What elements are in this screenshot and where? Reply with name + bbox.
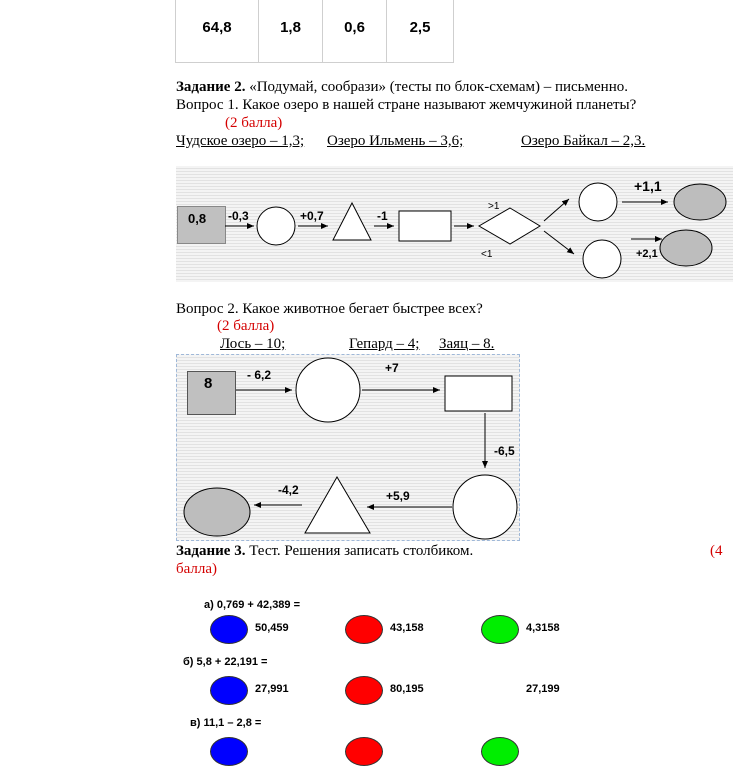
q1-question: Вопрос 1. Какое озеро в нашей стране называют жемчужиной планеты? <box>176 97 637 113</box>
q2-option-2: Гепард – 4; <box>349 336 420 352</box>
flow2-start-value: 8 <box>204 375 213 392</box>
task2-text: «Подумай, сообрази» (тесты по блок-схемам) – письменно. <box>245 79 628 95</box>
answer-oval-red[interactable] <box>345 737 383 766</box>
flow2-op-4: +5,9 <box>386 489 410 503</box>
task3-text: Тест. Решения записать столбиком. <box>245 543 474 559</box>
flow2-op-2: +7 <box>385 361 399 375</box>
task3-answer-a-2: 43,158 <box>390 622 424 634</box>
task2-heading: Задание 2. <box>176 79 246 95</box>
flow2-op-1: - 6,2 <box>247 368 272 382</box>
flow2-circle-2 <box>453 475 517 539</box>
answer-oval-blue[interactable] <box>210 676 248 705</box>
table-cell: 64,8 <box>176 0 259 63</box>
flow2-rect <box>445 376 512 411</box>
q2-option-1: Лось – 10; <box>220 336 286 352</box>
flow1-bottom-op: +2,1 <box>636 248 658 260</box>
task3-expr-a: а) 0,769 + 42,389 = <box>204 599 301 611</box>
flow1-rect <box>399 211 451 241</box>
flow2-circle-1 <box>296 358 360 422</box>
q1-option-1: Чудское озеро – 1,3; <box>176 133 305 149</box>
answer-oval-green[interactable] <box>481 737 519 766</box>
flow2-end <box>184 488 250 536</box>
flow2-diagram <box>177 355 521 542</box>
task3-answer-a-3: 4,3158 <box>526 622 560 634</box>
flow1-lt-label: <1 <box>481 249 493 260</box>
flow1-op-3: -1 <box>377 209 388 223</box>
task3-expr-b: б) 5,8 + 22,191 = <box>183 656 268 668</box>
task3-expr-c: в) 11,1 – 2,8 = <box>190 717 262 729</box>
task2-title <box>176 79 628 96</box>
task3-answer-b-3: 27,199 <box>526 683 560 695</box>
flowchart-2 <box>176 354 520 541</box>
task3-answer-b-1: 27,991 <box>255 683 289 695</box>
task3-points-a: (4 <box>710 543 723 559</box>
task3-title <box>176 543 473 560</box>
q1-option-2: Озеро Ильмень – 3,6; <box>327 133 464 149</box>
answer-oval-green[interactable] <box>481 615 519 644</box>
q2-option-3: Заяц – 8. <box>439 336 495 352</box>
q1-option-3: Озеро Байкал – 2,3. <box>521 133 646 149</box>
q1-points: (2 балла) <box>225 115 283 131</box>
q2-points: (2 балла) <box>217 318 275 334</box>
flowchart-1 <box>176 166 733 282</box>
task3-points-b: балла) <box>176 561 218 577</box>
task3-answer-a-1: 50,459 <box>255 622 289 634</box>
q2-question: Вопрос 2. Какое животное бегает быстрее всех? <box>176 301 483 317</box>
flow2-op-3: -6,5 <box>494 444 515 458</box>
flow1-circle-top <box>579 183 617 221</box>
flow1-op-2: +0,7 <box>300 209 324 223</box>
flow1-circle-1 <box>257 207 295 245</box>
table-cell: 2,5 <box>387 0 454 63</box>
flow1-diamond <box>479 208 540 244</box>
flow2-op-5: -4,2 <box>278 483 299 497</box>
flow1-circle-bottom <box>583 240 621 278</box>
flow2-triangle <box>305 477 370 533</box>
answer-oval-red[interactable] <box>345 615 383 644</box>
flow1-op-1: -0,3 <box>228 209 249 223</box>
flow1-start-value: 0,8 <box>188 211 207 226</box>
flow1-top-op: +1,1 <box>634 178 662 194</box>
flow1-diagram <box>176 166 733 282</box>
table-cell: 0,6 <box>323 0 387 63</box>
answer-oval-red[interactable] <box>345 676 383 705</box>
values-table <box>175 0 454 63</box>
task3-heading: Задание 3. <box>176 543 246 559</box>
flow1-triangle <box>333 203 371 240</box>
answer-oval-blue[interactable] <box>210 737 248 766</box>
flow1-end-bottom <box>660 230 712 266</box>
flow1-end-top <box>674 184 726 220</box>
flow1-gt-label: >1 <box>488 201 500 212</box>
answer-oval-blue[interactable] <box>210 615 248 644</box>
table-cell: 1,8 <box>259 0 323 63</box>
task3-answer-b-2: 80,195 <box>390 683 424 695</box>
